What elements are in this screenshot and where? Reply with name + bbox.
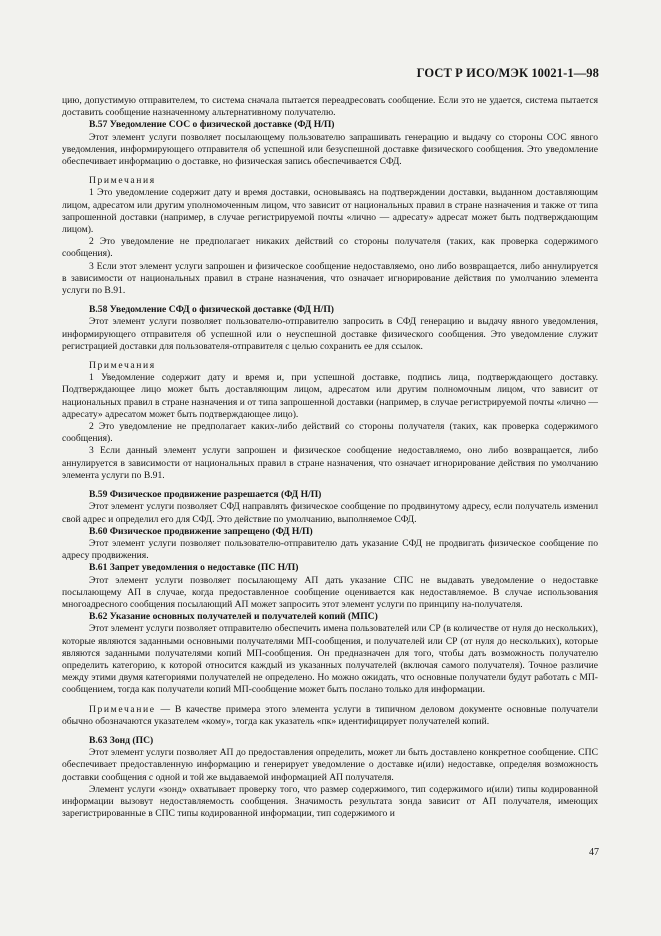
section-heading-b62: В.62 Указание основных получателей и получателей копий (МПС) [89, 611, 378, 623]
section-heading-b57: В.57 Уведомление СОС о физической доставке (ФД Н/П) [89, 119, 335, 131]
note-b62 [62, 704, 598, 728]
section-text-b57: Этот элемент услуги позволяет посылающему пользователю запрашивать генерацию и выдачу со стороны СОС явного уведомления, информирующего отправителя об успешной или безуспешной доставке физического сообщения. Это уведомление обеспечивает информацию о доставке, но физическая запись обеспечивается СФД. [62, 131, 598, 168]
note-text-b62: — В качестве примера этого элемента услуги в типичном деловом документе основные получатели обычно обозначаются указателем «кому», тогда как указатель «пк» идентифицирует получателей копий. [62, 703, 598, 727]
note-b57-2: 2 Это уведомление не предполагает никаких действий со стороны получателя (таких, как проверка содержимого сообщения). [62, 236, 598, 260]
note-b57-1: 1 Это уведомление содержит дату и время доставки, основываясь на подтверждении доставки, выданном доставляющим лицом, адресатом или другим уполномоченным лицом, что зависит от национальных правил в стране назначения и также от типа запрошенной доставки (например, в случае регистрируемой почты «лично — адресату» адресат может быть подтверждающим лицом). [62, 187, 598, 236]
section-heading-b61: В.61 Запрет уведомления о недоставке (ПС Н/П) [89, 562, 299, 574]
section-text-b62: Этот элемент услуги позволяет отправителю обеспечить имена пользователей или СР (в количестве от нуля до нескольких), которые являются заданными основными получателями МП-сообщения, и получателей или СР (от нуля до нескольких), которые являются заданными получателями копий МП-сообщения. Он предназначен для того, чтобы дать возможность получателю определить категорию, к которой относится каждый из указанных получателей (включая самого получателя). Точное различие между этими двумя категориями получателей не определено. Но можно ожидать, что основные получатели будут работать с МП-сообщением, тогда как получатели копий МП-сообщение может быть послано только для информации. [62, 623, 598, 696]
section-heading-b60: В.60 Физическое продвижение запрещено (ФД Н/П) [89, 525, 313, 537]
section-text-b59: Этот элемент услуги позволяет СФД направлять физическое сообщение по продвинутому адресу, если получатель изменил свой адрес и определил его для СФД. Это действие по умолчанию, выполняемое СФД. [62, 501, 598, 525]
note-label-b62: Примечание [89, 703, 156, 715]
section-text-b60: Этот элемент услуги позволяет пользователю-отправителю дать указание СФД не продвигать физическое сообщение по адресу продвижения. [62, 537, 598, 562]
note-b57-3: 3 Если этот элемент услуги запрошен и физическое сообщение недоставляемо, оно либо возвращается, либо аннулируется в зависимости от национальных правил в стране назначения, что означает игнорирование действия по умолчанию элемента услуги по В.91. [62, 260, 598, 297]
note-b58-1: 1 Уведомление содержит дату и время и, при успешной доставке, подпись лица, подтверждающего доставку. Подтверждающее лицо может быть доставляющим лицом, адресатом или другим полномочным лицом, что зависит от национальных правил в стране назначения и от типа запрошенной доставки (например, в случае регистрируемой почты «лично — адресату» адресатом может быть подтверждающее лицо). [62, 372, 598, 420]
section-text-b63: Этот элемент услуги позволяет АП до предоставления определить, может ли быть доставлено конкретное сообщение. СПС обеспечивает предоставленную информацию и генерирует уведомление о доставке и(или) недоставке, определяя возможность доставки сообщения с одной и той же выдаваемой информацией АП получателя. [62, 747, 598, 783]
section-text-b63-2: Элемент услуги «зонд» охватывает проверку того, что размер содержимого, тип содержимого и(или) типы кодированной информации вызовут недоставляемость сообщения. Значимость результата зонда зависит от АП получателя, имеющих зарегистрированные в СПС типы кодированной информации, тип содержимого и [62, 783, 598, 820]
note-b58-2: 2 Это уведомление не предполагает каких-либо действий со стороны получателя (таких, как проверка содержимого сообщения). [62, 421, 598, 445]
section-heading-b58: В.58 Уведомление СФД о физической доставке (ФД Н/П) [89, 304, 334, 316]
note-b58-3: 3 Если данный элемент услуги запрошен и физическое сообщение недоставляемо, оно либо возвращается, либо аннулируется в зависимости от национальных правил в стране назначения, что означает игнорирование действия по умолчанию элемента услуги по В.91. [62, 445, 598, 481]
page-number: 47 [589, 847, 599, 858]
notes-label-b57: Примечания [89, 175, 156, 187]
section-text-b61: Этот элемент услуги позволяет посылающему АП дать указание СПС не выдавать уведомление о недоставке посылающему АП в случае, когда предоставленное сообщение оценивается как недоставляемое. В случае использования многоадресного сообщения посылающий АП может запросить этот элемент услуги по принципу на-получателя. [62, 574, 598, 610]
section-heading-b63: В.63 Зонд (ПС) [89, 734, 154, 746]
notes-label-b58: Примечания [89, 360, 156, 372]
section-heading-b59: В.59 Физическое продвижение разрешается (ФД Н/П) [89, 489, 322, 501]
document-body [62, 95, 598, 820]
section-text-b58: Этот элемент услуги позволяет пользователю-отправителю запросить в СФД генерацию и выдачу явного уведомления, информирующего отправителя об успешной или о неуспешной доставке физического сообщения. Это уведомление служит регистрацией доставки для пользователя-отправителя с целью сохранить ее для ссылок. [62, 316, 598, 352]
document-header: ГОСТ Р ИСО/МЭК 10021-1—98 [416, 66, 599, 80]
paragraph-continuation: цию, допустимую отправителем, то система сначала пытается переадресовать сообщение. Если это не удается, система пытается доставить сообщение назначенному альтернативному получателю. [62, 95, 598, 119]
